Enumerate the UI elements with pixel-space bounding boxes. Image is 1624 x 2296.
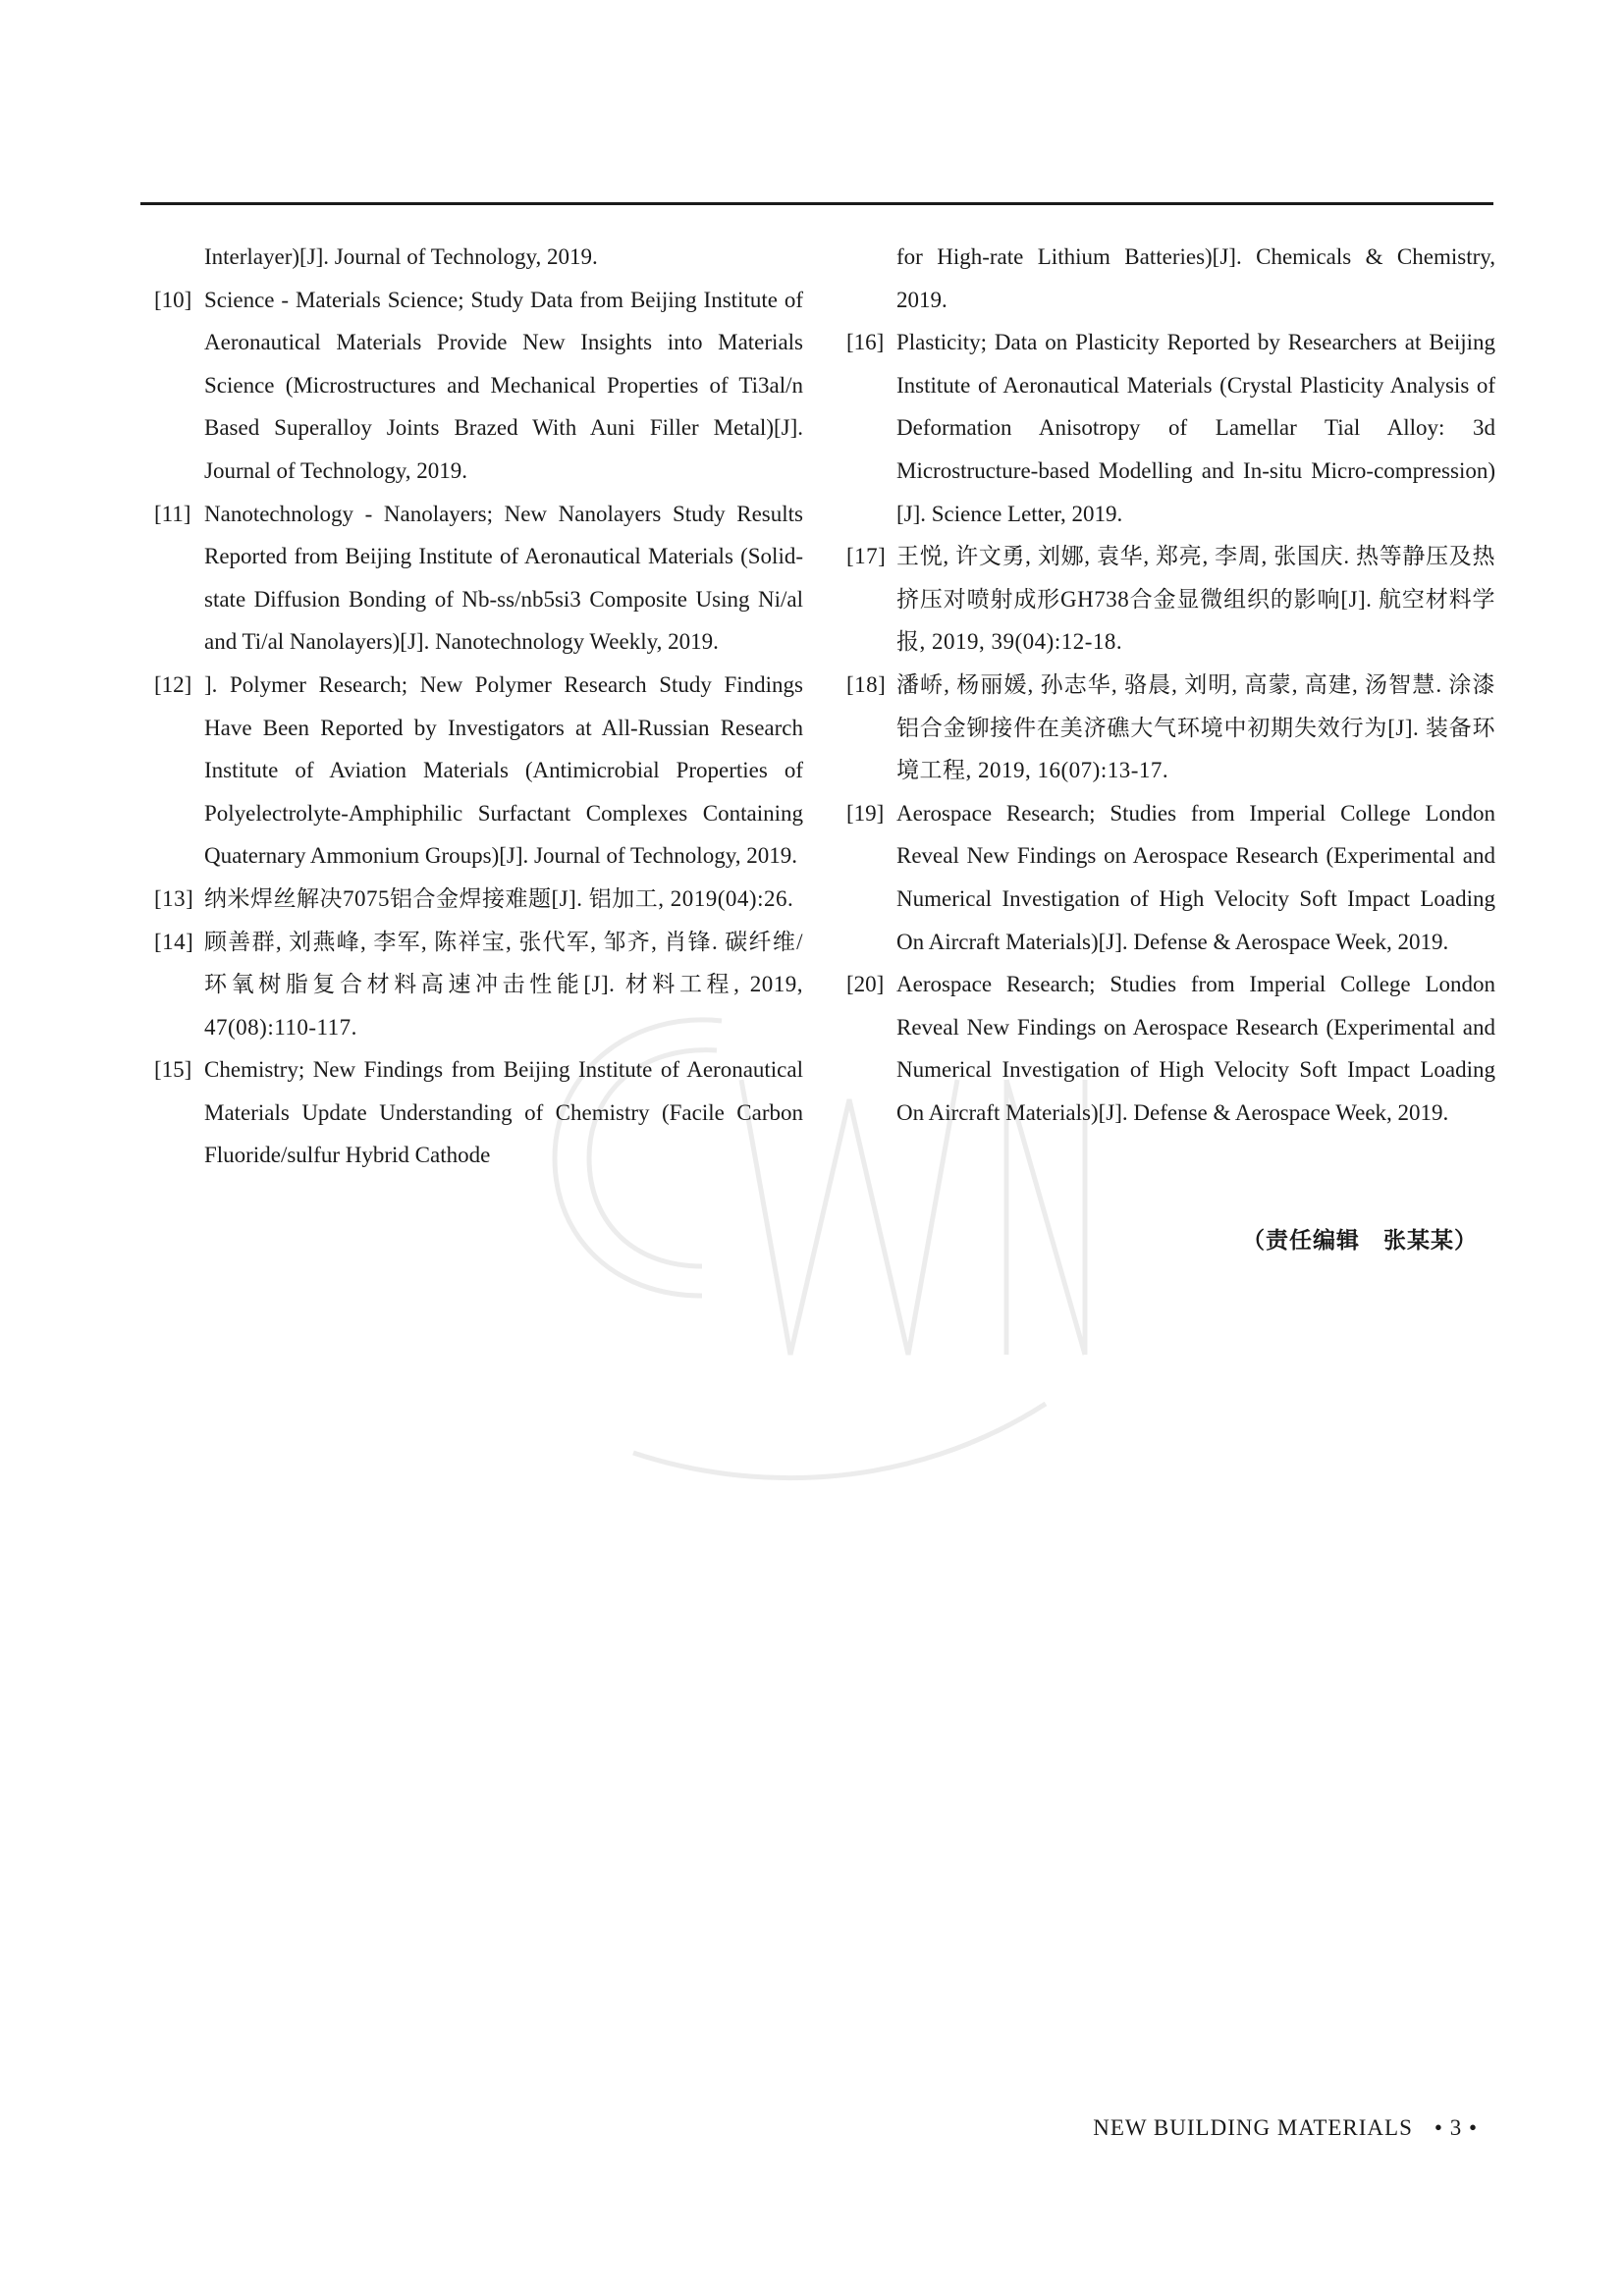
reference-item bbox=[154, 878, 803, 921]
reference-text: 纳米焊丝解决7075铝合金焊接难题[J]. 铝加工, 2019(04):26. bbox=[204, 885, 794, 911]
reference-text: 潘峤, 杨丽媛, 孙志华, 骆晨, 刘明, 高蒙, 高建, 汤智慧. 涂漆铝合金铆接件在美济礁大气环境中初期失效行为[J]. 装备环境工程, 2019, 16(07):13-17. bbox=[896, 671, 1495, 783]
reference-item bbox=[846, 664, 1495, 792]
reference-number: [11] bbox=[154, 501, 191, 526]
reference-text: Aerospace Research; Studies from Imperial College London Reveal New Findings on Aerospace Research (Experimental and Numerical Investigation of High Velocity Soft Impact Loading On Aircraft Materials)[J]. Defense & Aerospace Week, 2019. bbox=[896, 972, 1495, 1125]
reference-item bbox=[846, 321, 1495, 535]
reference-number: [20] bbox=[846, 972, 885, 997]
reference-item bbox=[154, 1048, 803, 1177]
page-number: • 3 • bbox=[1434, 2115, 1478, 2140]
reference-text: ]. Polymer Research; New Polymer Research Study Findings Have Been Reported by Investigators at All-Russian Research Institute of Aviation Materials (Antimicrobial Properties of Polyelectrolyte-Amphiphilic Surfactant Complexes Containing Quaternary Ammonium Groups)[J]. Journal of Technology, 2019. bbox=[204, 671, 803, 869]
reference-text: Nanotechnology - Nanolayers; New Nanolayers Study Results Reported from Beijing Institute of Aeronautical Materials (Solid-state Diffusion Bonding of Nb-ss/nb5si3 Composite Using Ni/al and Ti/al Nanolayers)[J]. Nanotechnology Weekly, 2019. bbox=[204, 501, 803, 655]
reference-text: Chemistry; New Findings from Beijing Institute of Aeronautical Materials Update Understanding of Chemistry (Facile Carbon Fluoride/sulfur Hybrid Cathode bbox=[204, 1057, 803, 1168]
reference-item bbox=[154, 664, 803, 878]
reference-number: [16] bbox=[846, 330, 885, 355]
reference-number: [12] bbox=[154, 671, 192, 697]
reference-text: 王悦, 许文勇, 刘娜, 袁华, 郑亮, 李周, 张国庆. 热等静压及热挤压对喷射成形GH738合金显微组织的影响[J]. 航空材料学报, 2019, 39(04):12-18. bbox=[896, 544, 1495, 655]
reference-number: [17] bbox=[846, 544, 887, 569]
header-rule bbox=[140, 202, 1493, 205]
reference-item bbox=[846, 963, 1495, 1134]
reference-item bbox=[154, 493, 803, 664]
reference-number: [13] bbox=[154, 885, 194, 911]
reference-text: Science - Materials Science; Study Data from Beijing Institute of Aeronautical Materials Provide New Insights into Materials Science (Microstructures and Mechanical Properties of Ti3al/n Based Superalloy Joints Brazed With Auni Filler Metal)[J]. Journal of Technology, 2019. bbox=[204, 287, 803, 483]
reference-continuation: for High-rate Lithium Batteries)[J]. Chemicals & Chemistry, 2019. bbox=[896, 244, 1495, 312]
reference-item bbox=[846, 535, 1495, 664]
reference-continuation: Interlayer)[J]. Journal of Technology, 2019. bbox=[204, 244, 598, 269]
editor-note: （责任编辑 张某某） bbox=[1242, 1228, 1478, 1254]
reference-text: Plasticity; Data on Plasticity Reported by Researchers at Beijing Institute of Aeronautical Materials (Crystal Plasticity Analysis of Deformation Anisotropy of Lamellar Tial Alloy: 3d Microstructure-based Modelling and In-situ Micro-compression)[J]. Science Letter, 2019. bbox=[896, 330, 1495, 526]
right-column bbox=[846, 236, 1495, 1134]
reference-item bbox=[154, 279, 803, 493]
reference-item bbox=[154, 921, 803, 1049]
left-column bbox=[154, 236, 803, 1177]
journal-name: NEW BUILDING MATERIALS bbox=[1093, 2115, 1413, 2140]
reference-number: [10] bbox=[154, 287, 192, 312]
reference-item bbox=[846, 792, 1495, 963]
reference-number: [18] bbox=[846, 671, 887, 697]
reference-number: [14] bbox=[154, 929, 194, 954]
page-footer bbox=[982, 2115, 1478, 2141]
reference-text: Aerospace Research; Studies from Imperial College London Reveal New Findings on Aerospace Research (Experimental and Numerical Investigation of High Velocity Soft Impact Loading On Aircraft Materials)[J]. Defense & Aerospace Week, 2019. bbox=[896, 800, 1495, 954]
reference-number: [15] bbox=[154, 1057, 192, 1083]
reference-text: 顾善群, 刘燕峰, 李军, 陈祥宝, 张代军, 邹齐, 肖锋. 碳纤维/环氧树脂复合材料高速冲击性能[J]. 材料工程, 2019, 47(08):110-117. bbox=[204, 929, 803, 1040]
reference-number: [19] bbox=[846, 800, 885, 826]
